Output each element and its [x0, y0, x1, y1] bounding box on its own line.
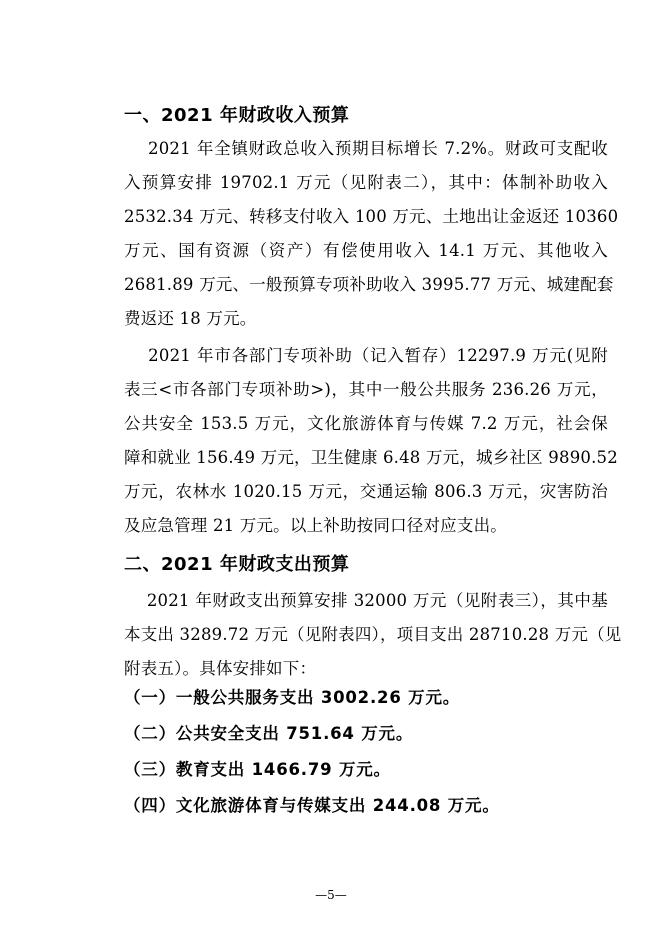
- text-line: 表三<市各部门专项补助>)，其中一般公共服务 236.26 万元，: [124, 380, 608, 399]
- page-number: —5—: [315, 888, 347, 902]
- text-line: 万元，农林水 1020.15 万元，交通运输 806.3 万元，灾害防治: [124, 482, 608, 501]
- text-line: 2021 年市各部门专项补助（记入暂存）12297.9 万元(见附: [124, 346, 608, 365]
- text-line: 万元、国有资源（资产）有偿使用收入 14.1 万元、其他收入: [124, 241, 608, 260]
- section1-paragraph-1: [124, 132, 619, 336]
- text-line: 2681.89 万元、一般预算专项补助收入 3995.77 万元、城建配套: [124, 275, 614, 294]
- section2-heading: 二、2021 年财政支出预算: [124, 554, 350, 575]
- text-line: 2021 年全镇财政总收入预期目标增长 7.2%。财政可支配收: [124, 139, 608, 158]
- text-line: 入预算安排 19702.1 万元（见附表二），其中：体制补助收入: [124, 173, 608, 192]
- expenditure-item-3: （三）教育支出 1466.79 万元。: [124, 760, 391, 779]
- section2-paragraph-1: [124, 584, 622, 686]
- text-line: 2532.34 万元、转移支付收入 100 万元、土地出让金返还 10360: [124, 207, 619, 226]
- text-line: 本支出 3289.72 万元（见附表四），项目支出 28710.28 万元（见: [124, 625, 622, 644]
- section1-heading: 一、2021 年财政收入预算: [124, 105, 350, 126]
- section1-paragraph-2: [124, 339, 618, 543]
- text-line: 障和就业 156.49 万元，卫生健康 6.48 万元，城乡社区 9890.52: [124, 448, 618, 467]
- text-line: 费返还 18 万元。: [124, 309, 257, 328]
- text-line: 附表五）。具体安排如下：: [124, 659, 317, 678]
- expenditure-item-1: （一）一般公共服务支出 3002.26 万元。: [124, 688, 461, 707]
- expenditure-item-2: （二）公共安全支出 751.64 万元。: [124, 724, 414, 743]
- text-line: 2021 年财政支出预算安排 32000 万元（见附表三），其中基: [124, 591, 608, 610]
- text-line: 公共安全 153.5 万元，文化旅游体育与传媒 7.2 万元，社会保: [124, 414, 608, 433]
- expenditure-item-4: （四）文化旅游体育与传媒支出 244.08 万元。: [124, 796, 500, 815]
- text-line: 及应急管理 21 万元。以上补助按同口径对应支出。: [124, 516, 507, 535]
